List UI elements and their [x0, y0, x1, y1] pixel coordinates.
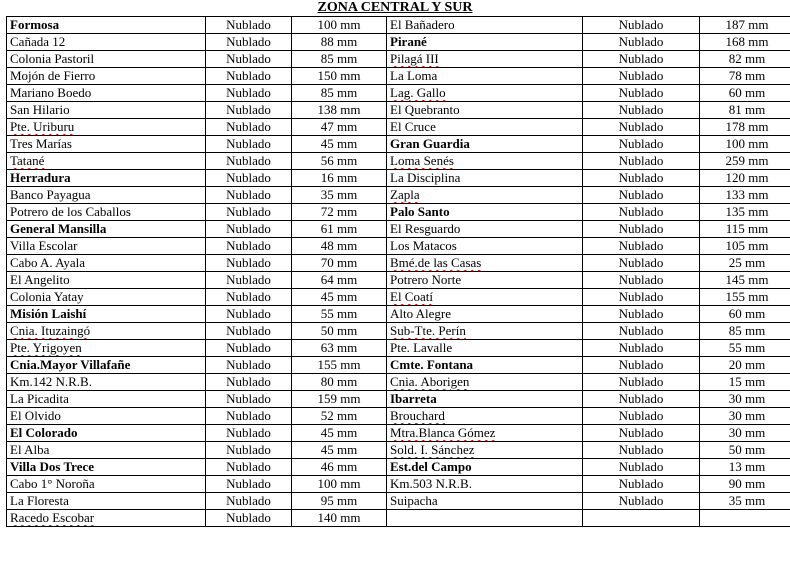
rainfall-amount: 100 mm — [700, 136, 790, 153]
rainfall-amount: 35 mm — [700, 493, 790, 510]
sky-condition: Nublado — [583, 323, 700, 340]
table-row — [7, 493, 790, 510]
sky-condition: Nublado — [583, 306, 700, 323]
sky-condition: Nublado — [583, 391, 700, 408]
rainfall-amount: 16 mm — [292, 170, 387, 187]
sky-condition: Nublado — [206, 153, 292, 170]
rainfall-amount: 60 mm — [700, 306, 790, 323]
rainfall-amount: 135 mm — [700, 204, 790, 221]
sky-condition: Nublado — [583, 34, 700, 51]
station-name: Misión Laishí — [7, 306, 206, 323]
table-row — [7, 51, 790, 68]
station-name: El Angelito — [7, 272, 206, 289]
page-title: ZONA CENTRAL Y SUR — [317, 0, 473, 15]
rainfall-amount: 178 mm — [700, 119, 790, 136]
rainfall-amount: 88 mm — [292, 34, 387, 51]
station-name: El Colorado — [7, 425, 206, 442]
station-name: Mojón de Fierro — [7, 68, 206, 85]
table-row — [7, 136, 790, 153]
rainfall-amount: 145 mm — [700, 272, 790, 289]
rainfall-amount: 48 mm — [292, 238, 387, 255]
rainfall-amount: 61 mm — [292, 221, 387, 238]
table-row — [7, 68, 790, 85]
table-row — [7, 408, 790, 425]
rainfall-amount: 55 mm — [700, 340, 790, 357]
station-name: Pte. Lavalle — [387, 340, 583, 357]
table-row — [7, 459, 790, 476]
rainfall-amount: 105 mm — [700, 238, 790, 255]
sky-condition: Nublado — [583, 238, 700, 255]
station-name: Cabo A. Ayala — [7, 255, 206, 272]
rainfall-amount: 100 mm — [292, 17, 387, 34]
sky-condition: Nublado — [583, 170, 700, 187]
sky-condition: Nublado — [206, 170, 292, 187]
rainfall-amount: 159 mm — [292, 391, 387, 408]
table-row — [7, 204, 790, 221]
sky-condition: Nublado — [583, 357, 700, 374]
table-row — [7, 34, 790, 51]
rainfall-amount: 35 mm — [292, 187, 387, 204]
station-name: Potrero Norte — [387, 272, 583, 289]
rainfall-amount: 115 mm — [700, 221, 790, 238]
station-name: Tatané — [7, 153, 206, 170]
station-name: Banco Payagua — [7, 187, 206, 204]
sky-condition: Nublado — [206, 136, 292, 153]
station-name: Colonia Yatay — [7, 289, 206, 306]
sky-condition: Nublado — [583, 68, 700, 85]
sky-condition: Nublado — [583, 221, 700, 238]
station-name: Colonia Pastoril — [7, 51, 206, 68]
station-name: Cabo 1° Noroña — [7, 476, 206, 493]
sky-condition: Nublado — [583, 187, 700, 204]
station-name: Cnia. Ituzaingó — [7, 323, 206, 340]
sky-condition: Nublado — [206, 340, 292, 357]
station-name: Pilagá III — [387, 51, 583, 68]
station-name: Villa Escolar — [7, 238, 206, 255]
station-name: Alto Alegre — [387, 306, 583, 323]
station-name: La Loma — [387, 68, 583, 85]
station-name: Tres Marías — [7, 136, 206, 153]
sky-condition: Nublado — [583, 493, 700, 510]
rainfall-amount: 46 mm — [292, 459, 387, 476]
sky-condition: Nublado — [206, 289, 292, 306]
table-row — [7, 442, 790, 459]
station-name: Km.142 N.R.B. — [7, 374, 206, 391]
table-row — [7, 425, 790, 442]
rainfall-amount: 95 mm — [292, 493, 387, 510]
sky-condition: Nublado — [206, 255, 292, 272]
rainfall-amount: 15 mm — [700, 374, 790, 391]
sky-condition: Nublado — [583, 272, 700, 289]
sky-condition — [583, 510, 700, 527]
station-name: La Picadita — [7, 391, 206, 408]
station-name: Lag. Gallo — [387, 85, 583, 102]
table-row — [7, 374, 790, 391]
table-row — [7, 476, 790, 493]
sky-condition: Nublado — [206, 17, 292, 34]
station-name — [387, 510, 583, 527]
table-row — [7, 272, 790, 289]
rainfall-amount: 72 mm — [292, 204, 387, 221]
rainfall-amount: 100 mm — [292, 476, 387, 493]
sky-condition: Nublado — [206, 102, 292, 119]
rainfall-amount: 64 mm — [292, 272, 387, 289]
table-row — [7, 391, 790, 408]
sky-condition: Nublado — [206, 306, 292, 323]
table-row — [7, 340, 790, 357]
station-name: El Coatí — [387, 289, 583, 306]
sky-condition: Nublado — [206, 85, 292, 102]
sky-condition: Nublado — [206, 51, 292, 68]
rainfall-amount: 155 mm — [700, 289, 790, 306]
sky-condition: Nublado — [583, 119, 700, 136]
rainfall-amount: 50 mm — [700, 442, 790, 459]
rainfall-amount: 155 mm — [292, 357, 387, 374]
station-name: Palo Santo — [387, 204, 583, 221]
station-name: San Hilario — [7, 102, 206, 119]
sky-condition: Nublado — [206, 510, 292, 527]
rainfall-amount: 85 mm — [292, 85, 387, 102]
rainfall-amount: 45 mm — [292, 425, 387, 442]
rainfall-amount: 80 mm — [292, 374, 387, 391]
sky-condition: Nublado — [206, 442, 292, 459]
sky-condition: Nublado — [583, 476, 700, 493]
sky-condition: Nublado — [206, 238, 292, 255]
sky-condition: Nublado — [583, 374, 700, 391]
sky-condition: Nublado — [583, 204, 700, 221]
station-name: Pirané — [387, 34, 583, 51]
sky-condition: Nublado — [206, 221, 292, 238]
station-name: Formosa — [7, 17, 206, 34]
station-name: Zapla — [387, 187, 583, 204]
rainfall-amount: 13 mm — [700, 459, 790, 476]
rainfall-amount: 187 mm — [700, 17, 790, 34]
station-name: El Alba — [7, 442, 206, 459]
rainfall-amount: 52 mm — [292, 408, 387, 425]
sky-condition: Nublado — [206, 323, 292, 340]
station-name: Suipacha — [387, 493, 583, 510]
sky-condition: Nublado — [583, 442, 700, 459]
station-name: Km.503 N.R.B. — [387, 476, 583, 493]
station-name: Cnia.Mayor Villafañe — [7, 357, 206, 374]
sky-condition: Nublado — [206, 493, 292, 510]
sky-condition: Nublado — [583, 255, 700, 272]
rainfall-amount: 30 mm — [700, 408, 790, 425]
station-name: La Floresta — [7, 493, 206, 510]
sky-condition: Nublado — [206, 374, 292, 391]
sky-condition: Nublado — [206, 187, 292, 204]
rainfall-amount — [700, 510, 790, 527]
sky-condition: Nublado — [583, 17, 700, 34]
rainfall-amount: 85 mm — [700, 323, 790, 340]
station-name: Cmte. Fontana — [387, 357, 583, 374]
station-name: El Resguardo — [387, 221, 583, 238]
station-name: Gran Guardia — [387, 136, 583, 153]
table-row — [7, 510, 790, 527]
station-name: Est.del Campo — [387, 459, 583, 476]
table-row — [7, 306, 790, 323]
station-name: La Disciplina — [387, 170, 583, 187]
rainfall-amount: 56 mm — [292, 153, 387, 170]
sky-condition: Nublado — [206, 357, 292, 374]
sky-condition: Nublado — [583, 85, 700, 102]
table-row — [7, 153, 790, 170]
station-name: Cañada 12 — [7, 34, 206, 51]
rainfall-amount: 133 mm — [700, 187, 790, 204]
rainfall-amount: 20 mm — [700, 357, 790, 374]
rainfall-amount: 45 mm — [292, 442, 387, 459]
station-name: Ibarreta — [387, 391, 583, 408]
rainfall-amount: 47 mm — [292, 119, 387, 136]
rainfall-table — [6, 16, 790, 527]
station-name: Potrero de los Caballos — [7, 204, 206, 221]
rainfall-amount: 30 mm — [700, 425, 790, 442]
sky-condition: Nublado — [583, 51, 700, 68]
table-row — [7, 255, 790, 272]
table-row — [7, 17, 790, 34]
station-name: Loma Senés — [387, 153, 583, 170]
table-row — [7, 357, 790, 374]
station-name: Cnia. Aborigen — [387, 374, 583, 391]
table-row — [7, 323, 790, 340]
rainfall-amount: 259 mm — [700, 153, 790, 170]
sky-condition: Nublado — [206, 408, 292, 425]
table-row — [7, 85, 790, 102]
station-name: Villa Dos Trece — [7, 459, 206, 476]
rainfall-amount: 81 mm — [700, 102, 790, 119]
rainfall-amount: 55 mm — [292, 306, 387, 323]
sky-condition: Nublado — [583, 153, 700, 170]
sky-condition: Nublado — [583, 289, 700, 306]
station-name: El Quebranto — [387, 102, 583, 119]
table-row — [7, 170, 790, 187]
rainfall-amount: 60 mm — [700, 85, 790, 102]
station-name: Pte. Uriburu — [7, 119, 206, 136]
table-row — [7, 289, 790, 306]
station-name: El Olvido — [7, 408, 206, 425]
rainfall-amount: 85 mm — [292, 51, 387, 68]
station-name: Sub-Tte. Perín — [387, 323, 583, 340]
station-name: Brouchard — [387, 408, 583, 425]
rainfall-amount: 45 mm — [292, 136, 387, 153]
station-name: Pte. Yrigoyen — [7, 340, 206, 357]
sky-condition: Nublado — [206, 476, 292, 493]
station-name: Racedo Escobar — [7, 510, 206, 527]
station-name: El Bañadero — [387, 17, 583, 34]
sky-condition: Nublado — [583, 102, 700, 119]
sky-condition: Nublado — [206, 272, 292, 289]
rainfall-amount: 70 mm — [292, 255, 387, 272]
rainfall-amount: 140 mm — [292, 510, 387, 527]
station-name: Sold. I. Sánchez — [387, 442, 583, 459]
sky-condition: Nublado — [206, 204, 292, 221]
rainfall-amount: 63 mm — [292, 340, 387, 357]
station-name: Bmé.de las Casas — [387, 255, 583, 272]
sky-condition: Nublado — [583, 136, 700, 153]
table-row — [7, 119, 790, 136]
table-row — [7, 238, 790, 255]
table-row — [7, 187, 790, 204]
rainfall-amount: 120 mm — [700, 170, 790, 187]
rainfall-amount: 50 mm — [292, 323, 387, 340]
sky-condition: Nublado — [206, 425, 292, 442]
sky-condition: Nublado — [206, 459, 292, 476]
sky-condition: Nublado — [583, 425, 700, 442]
sky-condition: Nublado — [206, 391, 292, 408]
rainfall-amount: 30 mm — [700, 391, 790, 408]
station-name: El Cruce — [387, 119, 583, 136]
sky-condition: Nublado — [583, 340, 700, 357]
sky-condition: Nublado — [583, 408, 700, 425]
rainfall-amount: 90 mm — [700, 476, 790, 493]
rainfall-amount: 168 mm — [700, 34, 790, 51]
station-name: General Mansilla — [7, 221, 206, 238]
station-name: Mariano Boedo — [7, 85, 206, 102]
sky-condition: Nublado — [583, 459, 700, 476]
rainfall-amount: 150 mm — [292, 68, 387, 85]
rainfall-amount: 45 mm — [292, 289, 387, 306]
station-name: Los Matacos — [387, 238, 583, 255]
station-name: Mtra.Blanca Gómez — [387, 425, 583, 442]
station-name: Herradura — [7, 170, 206, 187]
sky-condition: Nublado — [206, 34, 292, 51]
table-row — [7, 221, 790, 238]
sky-condition: Nublado — [206, 119, 292, 136]
sky-condition: Nublado — [206, 68, 292, 85]
rainfall-amount: 25 mm — [700, 255, 790, 272]
table-row — [7, 102, 790, 119]
rainfall-amount: 78 mm — [700, 68, 790, 85]
rainfall-amount: 138 mm — [292, 102, 387, 119]
rainfall-amount: 82 mm — [700, 51, 790, 68]
